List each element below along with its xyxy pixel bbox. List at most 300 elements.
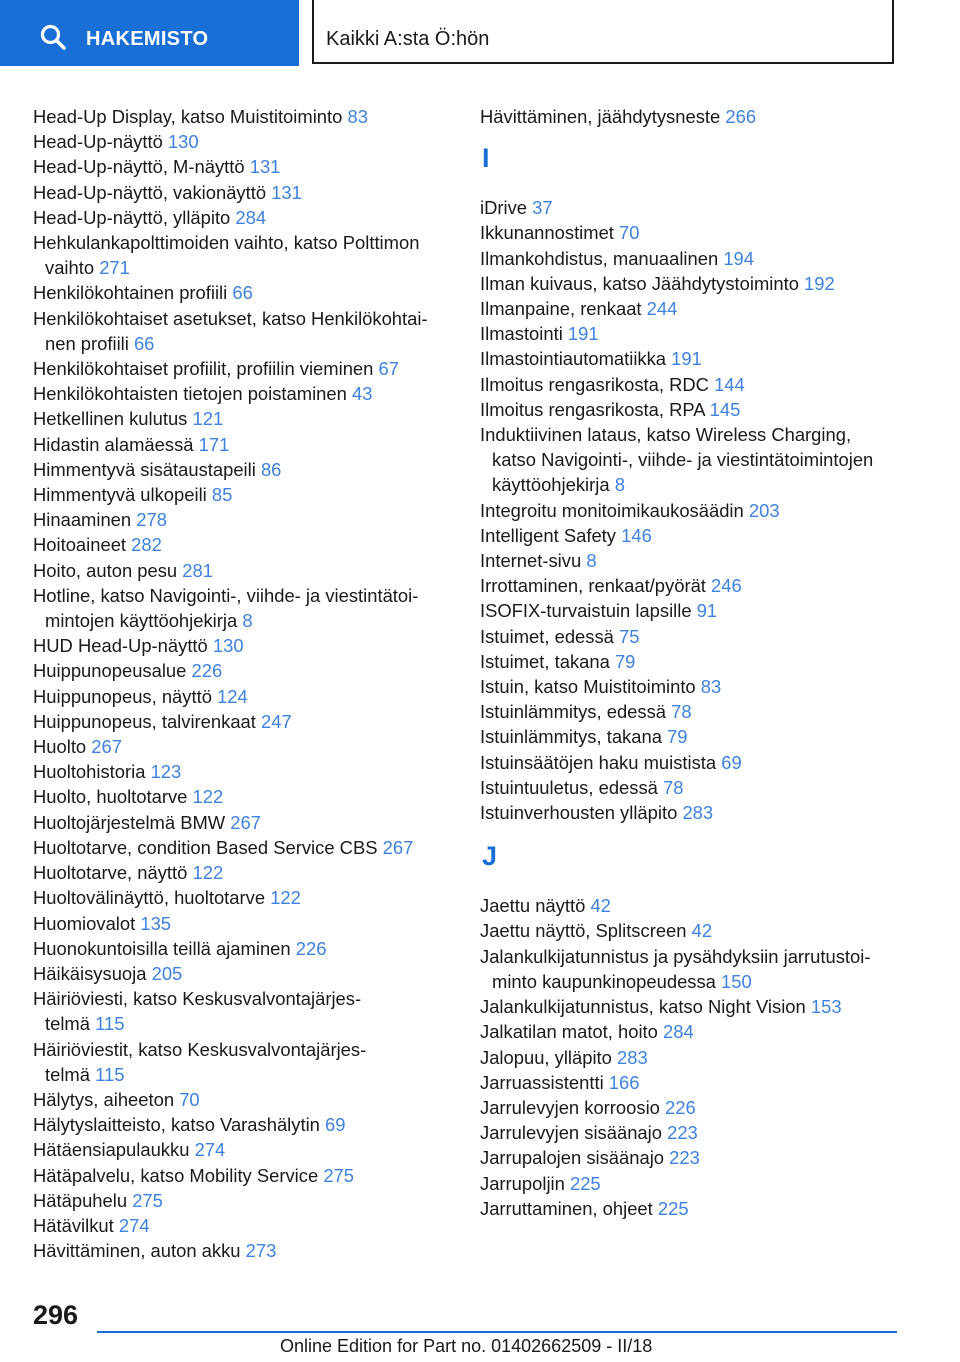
index-entry-text	[480, 800, 920, 825]
index-entry	[33, 230, 453, 280]
entry-label: Huoltojärjestelmä BMW	[33, 811, 226, 833]
footer-edition	[280, 1336, 652, 1357]
page-reference-link[interactable]: 130	[212, 635, 244, 657]
index-entry	[480, 1095, 920, 1120]
page-reference-link[interactable]: 144	[714, 373, 745, 395]
index-entry-text	[33, 507, 453, 532]
index-entry	[33, 583, 453, 633]
page-reference-link[interactable]: 66	[232, 282, 253, 304]
page-reference-link[interactable]: 283	[617, 1046, 648, 1068]
page-reference-link[interactable]: 69	[325, 1114, 346, 1136]
index-entry-text	[33, 759, 453, 784]
index-entry-text	[33, 658, 453, 683]
index-entry-text	[480, 472, 920, 497]
index-entry-text	[33, 911, 453, 936]
page-reference-link[interactable]: 42	[590, 895, 611, 917]
index-entry	[480, 800, 920, 825]
section-title: Kaikki A:sta Ö:hön	[326, 28, 490, 50]
entry-label: Istuin, katso Muistitoiminto	[480, 676, 696, 698]
index-entry	[480, 246, 920, 271]
index-entry	[33, 986, 453, 1036]
index-entry-text	[480, 422, 920, 447]
index-entry	[480, 1120, 920, 1145]
page-reference-link[interactable]: 267	[382, 836, 414, 858]
edition-text: Online Edition for Part no. 01402662509 - II/18	[280, 1336, 653, 1356]
index-entry	[33, 835, 453, 860]
index-tab[interactable]	[0, 0, 299, 66]
index-entry-text	[33, 558, 453, 583]
right-column	[480, 104, 920, 1221]
page-reference-link[interactable]: 78	[671, 701, 692, 723]
page-reference-link[interactable]: 246	[711, 575, 742, 597]
entry-label: Hoito, auton pesu	[33, 559, 178, 581]
index-entry-text	[480, 296, 920, 321]
index-entry-text	[33, 1037, 453, 1062]
entry-label: Jarruttaminen, ohjeet	[480, 1197, 653, 1219]
page-reference-link[interactable]: 284	[663, 1021, 694, 1043]
entry-label: Huoltohistoria	[33, 761, 146, 783]
index-entry	[33, 885, 453, 910]
page-reference-link[interactable]: 78	[663, 776, 684, 798]
entry-label: Internet-sivu	[480, 550, 582, 572]
page-reference-link[interactable]: 267	[230, 811, 261, 833]
index-entry-text	[33, 1137, 453, 1162]
entry-label: käyttöohjekirja	[492, 474, 610, 496]
index-entry-text	[33, 1213, 453, 1238]
index-entry	[33, 104, 453, 129]
index-entry	[480, 397, 920, 422]
index-entry	[480, 1171, 920, 1196]
index-entry-text	[480, 397, 920, 422]
page-reference-link[interactable]: 83	[700, 676, 722, 698]
entry-label: Istuinverhousten ylläpito	[480, 802, 678, 824]
index-entry	[480, 104, 920, 129]
page-reference-link[interactable]: 244	[646, 298, 678, 320]
index-entry	[480, 1070, 920, 1095]
index-entry	[33, 482, 453, 507]
index-entry-text	[33, 356, 453, 381]
entry-label: Head-Up Display, katso Muistitoiminto	[33, 106, 343, 127]
entry-label: Hävittäminen, jäähdytysneste	[480, 106, 721, 127]
entry-label: Himmentyvä ulkopeili	[33, 484, 207, 506]
index-entry-text	[33, 255, 453, 280]
left-column	[33, 104, 453, 1263]
entry-label: Häikäisysuoja	[33, 962, 147, 984]
index-entry-text	[33, 734, 453, 759]
entry-label: Ilmastointiautomatiikka	[480, 348, 667, 370]
index-entry-text	[33, 1163, 453, 1188]
page-reference-link[interactable]: 281	[182, 559, 213, 581]
page-reference-link[interactable]: 275	[323, 1164, 354, 1186]
index-entry	[480, 598, 920, 623]
entry-label: Head-Up-näyttö, M-näyttö	[33, 156, 245, 178]
index-entry	[480, 498, 920, 523]
entry-label: Huoltovälinäyttö, huoltotarve	[33, 887, 266, 909]
index-entry	[33, 356, 453, 381]
entry-label: Hotline, katso Navigointi-, viihde- ja viestintätoi-	[33, 584, 419, 606]
entry-label: katso Navigointi-, viihde- ja viestintätoimintojen	[492, 449, 874, 471]
page-reference-link[interactable]: 283	[682, 802, 714, 824]
entry-label: Häiriöviestit, katso Keskusvalvontajärjes-	[33, 1038, 367, 1060]
index-entry-text	[480, 699, 920, 724]
page-reference-link[interactable]: 122	[192, 862, 224, 884]
index-entry-text	[480, 1120, 920, 1145]
index-entry	[33, 1137, 453, 1162]
index-entry-text	[480, 1019, 920, 1044]
entry-label: iDrive	[480, 197, 528, 219]
section-letter-j: J	[482, 841, 498, 872]
index-entry	[33, 457, 453, 482]
index-entry	[33, 1238, 453, 1263]
page-reference-link[interactable]: 91	[696, 600, 718, 622]
page-reference-link[interactable]: 8	[242, 610, 253, 632]
page-reference-link[interactable]: 8	[614, 474, 625, 496]
entry-label: Jarrupalojen sisäänajo	[480, 1147, 665, 1169]
page-reference-link[interactable]: 67	[378, 358, 399, 380]
index-entry	[480, 1019, 920, 1044]
index-entry	[480, 1045, 920, 1070]
page-reference-link[interactable]: 37	[532, 197, 553, 219]
entry-label: Huoltotarve, condition Based Service CBS	[33, 836, 378, 858]
entry-label: Henkilökohtaisten tietojen poistaminen	[33, 383, 347, 405]
index-entry	[480, 674, 920, 699]
index-entry	[33, 280, 453, 305]
index-entry-text	[33, 381, 453, 406]
index-entry	[33, 381, 453, 406]
index-entry	[33, 507, 453, 532]
entry-label: Jalankulkijatunnistus ja pysähdyksiin jarrutustoi-	[480, 945, 871, 967]
entry-label: Henkilökohtainen profiili	[33, 282, 228, 304]
index-entry	[33, 129, 453, 154]
page-reference-link[interactable]: 75	[619, 625, 640, 647]
entry-label: Istuintuuletus, edessä	[480, 776, 658, 798]
page-reference-link[interactable]: 150	[721, 970, 752, 992]
index-entry-text	[480, 548, 920, 573]
page-reference-link[interactable]: 225	[569, 1172, 601, 1194]
entry-label: Hätäensiapulaukku	[33, 1139, 190, 1161]
index-entry	[480, 346, 920, 371]
index-entry	[33, 1037, 453, 1087]
section-letter-i: I	[482, 143, 490, 174]
index-entry-text	[480, 220, 920, 245]
page-reference-link[interactable]: 223	[667, 1122, 698, 1144]
index-entry-text	[480, 1145, 920, 1170]
page-reference-link[interactable]: 69	[721, 751, 742, 773]
page-reference-link[interactable]: 273	[245, 1240, 277, 1262]
entry-label: telmä	[45, 1013, 90, 1035]
index-entry-text	[33, 1112, 453, 1137]
index-tab-label: HAKEMISTO	[86, 28, 209, 50]
page-number: 296	[33, 1300, 79, 1330]
page-reference-link[interactable]: 203	[748, 499, 780, 521]
index-entry-text	[33, 835, 453, 860]
index-list-j	[480, 893, 920, 1221]
entry-label: Hetkellinen kulutus	[33, 408, 188, 430]
index-entry	[480, 893, 920, 918]
index-entry	[33, 406, 453, 431]
page-reference-link[interactable]: 284	[235, 206, 267, 228]
index-entry-text	[33, 1087, 453, 1112]
index-entry-text	[480, 918, 920, 943]
entry-label: Huomiovalot	[33, 912, 136, 934]
page-reference-link[interactable]: 205	[151, 962, 183, 984]
index-entry-text	[480, 1045, 920, 1070]
entry-label: Huippunopeusalue	[33, 660, 187, 682]
index-entry	[33, 1163, 453, 1188]
entry-label: Jarruassistentti	[480, 1071, 604, 1093]
entry-label: Induktiivinen lataus, katso Wireless Charging,	[480, 424, 852, 446]
entry-label: Ikkunannostimet	[480, 222, 614, 244]
index-entry-text	[33, 406, 453, 431]
index-entry	[480, 944, 920, 994]
index-entry-text	[33, 583, 453, 608]
index-entry	[480, 296, 920, 321]
index-entry	[33, 1087, 453, 1112]
entry-label: Henkilökohtaiset profiilit, profiilin vieminen	[33, 358, 374, 380]
index-entry-text	[480, 573, 920, 598]
page-reference-link[interactable]: 192	[804, 272, 835, 294]
index-entry-text	[480, 523, 920, 548]
index-entry-text	[33, 205, 453, 230]
index-entry-text	[33, 633, 453, 658]
index-entry	[33, 1188, 453, 1213]
index-entry-text	[33, 961, 453, 986]
page-reference-link[interactable]: 42	[691, 920, 713, 942]
page-reference-link[interactable]: 79	[667, 726, 688, 748]
index-list-i	[480, 195, 920, 825]
index-entry-text	[480, 447, 920, 472]
index-entry-text	[33, 457, 453, 482]
page-reference-link[interactable]: 271	[99, 257, 130, 279]
entry-label: HUD Head-Up-näyttö	[33, 635, 208, 657]
index-entry-text	[33, 280, 453, 305]
index-entry	[480, 649, 920, 674]
index-entry	[480, 195, 920, 220]
entry-label: Jalankulkijatunnistus, katso Night Vision	[480, 996, 806, 1018]
index-entry	[33, 734, 453, 759]
entry-label: Ilman kuivaus, katso Jäähdytystoiminto	[480, 272, 799, 294]
index-entry-text	[33, 532, 453, 557]
index-entry-text	[480, 969, 920, 994]
index-entry	[33, 532, 453, 557]
entry-label: Hoitoaineet	[33, 534, 127, 556]
section-title-tab[interactable]	[312, 0, 894, 64]
index-entry	[33, 633, 453, 658]
index-entry-text	[480, 994, 920, 1019]
page-reference-link[interactable]: 166	[608, 1071, 640, 1093]
page-reference-link[interactable]: 191	[567, 323, 599, 345]
index-entry-text	[480, 674, 920, 699]
index-entry	[33, 911, 453, 936]
page-reference-link[interactable]: 43	[351, 383, 373, 405]
entry-label: Jaettu näyttö	[480, 895, 586, 917]
index-entry	[33, 759, 453, 784]
entry-label: Hätäpuhelu	[33, 1189, 128, 1211]
index-entry-text	[480, 346, 920, 371]
index-entry	[480, 220, 920, 245]
entry-label: Hidastin alamäessä	[33, 433, 194, 455]
search-icon	[40, 24, 66, 50]
entry-label: Huolto	[33, 736, 87, 758]
page-reference-link[interactable]: 225	[657, 1197, 689, 1219]
page-reference-link[interactable]: 131	[249, 156, 281, 178]
entry-label: vaihto	[45, 257, 95, 279]
entry-label: Head-Up-näyttö	[33, 131, 163, 153]
index-entry	[480, 271, 920, 296]
index-entry-text	[33, 784, 453, 809]
entry-label: Hätäpalvelu, katso Mobility Service	[33, 1164, 319, 1186]
page-reference-link[interactable]: 226	[665, 1096, 696, 1118]
index-entry	[480, 573, 920, 598]
page-reference-link[interactable]: 171	[198, 433, 230, 455]
index-entry-text	[33, 1011, 453, 1036]
page-reference-link[interactable]: 70	[179, 1088, 200, 1110]
page-reference-link[interactable]: 226	[295, 937, 327, 959]
page-reference-link[interactable]: 83	[347, 106, 368, 127]
index-entry	[33, 306, 453, 356]
entry-label: Häiriöviesti, katso Keskusvalvontajärjes-	[33, 988, 362, 1010]
index-entry-text	[480, 104, 920, 129]
index-entry	[480, 1145, 920, 1170]
index-entry-text	[33, 684, 453, 709]
page-reference-link[interactable]: 123	[150, 761, 182, 783]
page-reference-link[interactable]: 223	[669, 1147, 700, 1169]
index-entry-text	[33, 230, 453, 255]
index-entry-text	[480, 1095, 920, 1120]
index-entry-text	[480, 195, 920, 220]
page-reference-link[interactable]: 122	[192, 786, 224, 808]
index-entry-text	[33, 885, 453, 910]
index-entry-text	[480, 724, 920, 749]
index-entry-text	[480, 598, 920, 623]
entry-label: Ilmanpaine, renkaat	[480, 298, 642, 320]
entry-label: Istuinlämmitys, takana	[480, 726, 662, 748]
page-reference-link[interactable]: 278	[136, 509, 167, 531]
entry-label: telmä	[45, 1063, 90, 1085]
index-entry	[480, 918, 920, 943]
entry-label: Huippunopeus, talvirenkaat	[33, 710, 256, 732]
page-reference-link[interactable]: 274	[194, 1139, 226, 1161]
index-entry-text	[33, 432, 453, 457]
index-entry	[33, 558, 453, 583]
index-entry	[33, 1112, 453, 1137]
index-entry	[480, 523, 920, 548]
entry-label: Jalkatilan matot, hoito	[480, 1021, 658, 1043]
index-entry-text	[480, 944, 920, 969]
index-entry-text	[33, 608, 453, 633]
entry-label: minto kaupunkinopeudessa	[492, 970, 716, 992]
page-reference-link[interactable]: 274	[118, 1214, 150, 1236]
index-entry	[33, 961, 453, 986]
entry-label: Huoltotarve, näyttö	[33, 862, 188, 884]
index-entry-text	[480, 1196, 920, 1221]
page-reference-link[interactable]: 79	[614, 650, 636, 672]
entry-label: Hinaaminen	[33, 509, 132, 531]
page-reference-link[interactable]: 226	[191, 660, 223, 682]
index-entry-text	[480, 1171, 920, 1196]
index-entry	[33, 180, 453, 205]
page-reference-link[interactable]: 115	[95, 1013, 125, 1035]
entry-label: Ilmankohdistus, manuaalinen	[480, 247, 719, 269]
page-reference-link[interactable]: 247	[261, 710, 292, 732]
page-reference-link[interactable]: 8	[586, 550, 597, 572]
page-reference-link[interactable]: 266	[725, 106, 757, 127]
index-entry	[33, 154, 453, 179]
index-entry-text	[480, 893, 920, 918]
index-entry-text	[33, 306, 453, 331]
page-reference-link[interactable]: 130	[167, 131, 199, 153]
index-entry-text	[33, 154, 453, 179]
page-reference-link[interactable]: 275	[132, 1189, 163, 1211]
entry-label: Jarrulevyjen korroosio	[480, 1096, 660, 1118]
page-reference-link[interactable]: 267	[91, 736, 122, 758]
page-reference-link[interactable]: 66	[133, 332, 155, 354]
entry-label: Hehkulankapolttimoiden vaihto, katso Polttimon	[33, 232, 420, 254]
index-entry-text	[33, 331, 453, 356]
index-entry	[33, 205, 453, 230]
entry-label: ISOFIX-turvaistuin lapsille	[480, 600, 692, 622]
page-reference-link[interactable]: 115	[95, 1063, 125, 1085]
index-entry-text	[480, 271, 920, 296]
index-entry-text	[33, 180, 453, 205]
page-reference-link[interactable]: 85	[211, 484, 233, 506]
entry-label: nen profiili	[45, 332, 129, 354]
index-entry-text	[480, 750, 920, 775]
index-entry-text	[33, 129, 453, 154]
page-reference-link[interactable]: 86	[260, 458, 282, 480]
index-entry	[33, 709, 453, 734]
index-entry-text	[480, 372, 920, 397]
page-reference-link[interactable]: 153	[810, 996, 842, 1018]
index-entry-text	[33, 810, 453, 835]
index-entry-text	[480, 246, 920, 271]
page-reference-link[interactable]: 145	[709, 398, 741, 420]
entry-label: Head-Up-näyttö, vakionäyttö	[33, 181, 267, 203]
page-reference-link[interactable]: 194	[723, 247, 755, 269]
index-entry-text	[480, 649, 920, 674]
index-entry	[33, 810, 453, 835]
index-entry	[480, 1196, 920, 1221]
index-entry	[33, 860, 453, 885]
index-entry	[480, 724, 920, 749]
entry-label: Hälytyslaitteisto, katso Varashälytin	[33, 1114, 320, 1136]
index-entry	[480, 750, 920, 775]
index-entry-text	[33, 482, 453, 507]
index-entry-text	[480, 498, 920, 523]
page-reference-link[interactable]: 282	[131, 534, 162, 556]
entry-label: Ilmastointi	[480, 323, 563, 345]
entry-label: Intelligent Safety	[480, 524, 616, 546]
index-entry	[480, 624, 920, 649]
index-entry-text	[33, 860, 453, 885]
page-reference-link[interactable]: 124	[217, 685, 248, 707]
page-reference-link[interactable]: 122	[270, 887, 301, 909]
page-reference-link[interactable]: 70	[619, 222, 640, 244]
entry-label: mintojen käyttöohjekirja	[45, 610, 238, 632]
page-reference-link[interactable]: 121	[192, 408, 224, 430]
entry-label: Jalopuu, ylläpito	[480, 1046, 612, 1068]
page-reference-link[interactable]: 191	[671, 348, 702, 370]
entry-label: Jarrupoljin	[480, 1172, 565, 1194]
page-reference-link[interactable]: 131	[271, 181, 302, 203]
index-entry	[33, 784, 453, 809]
page-reference-link[interactable]: 135	[140, 912, 172, 934]
entry-label: Istuimet, edessä	[480, 625, 614, 647]
entry-label: Istuinsäätöjen haku muistista	[480, 751, 717, 773]
page-reference-link[interactable]: 146	[621, 524, 652, 546]
entry-label: Ilmoitus rengasrikosta, RDC	[480, 373, 709, 395]
index-entry-text	[480, 775, 920, 800]
